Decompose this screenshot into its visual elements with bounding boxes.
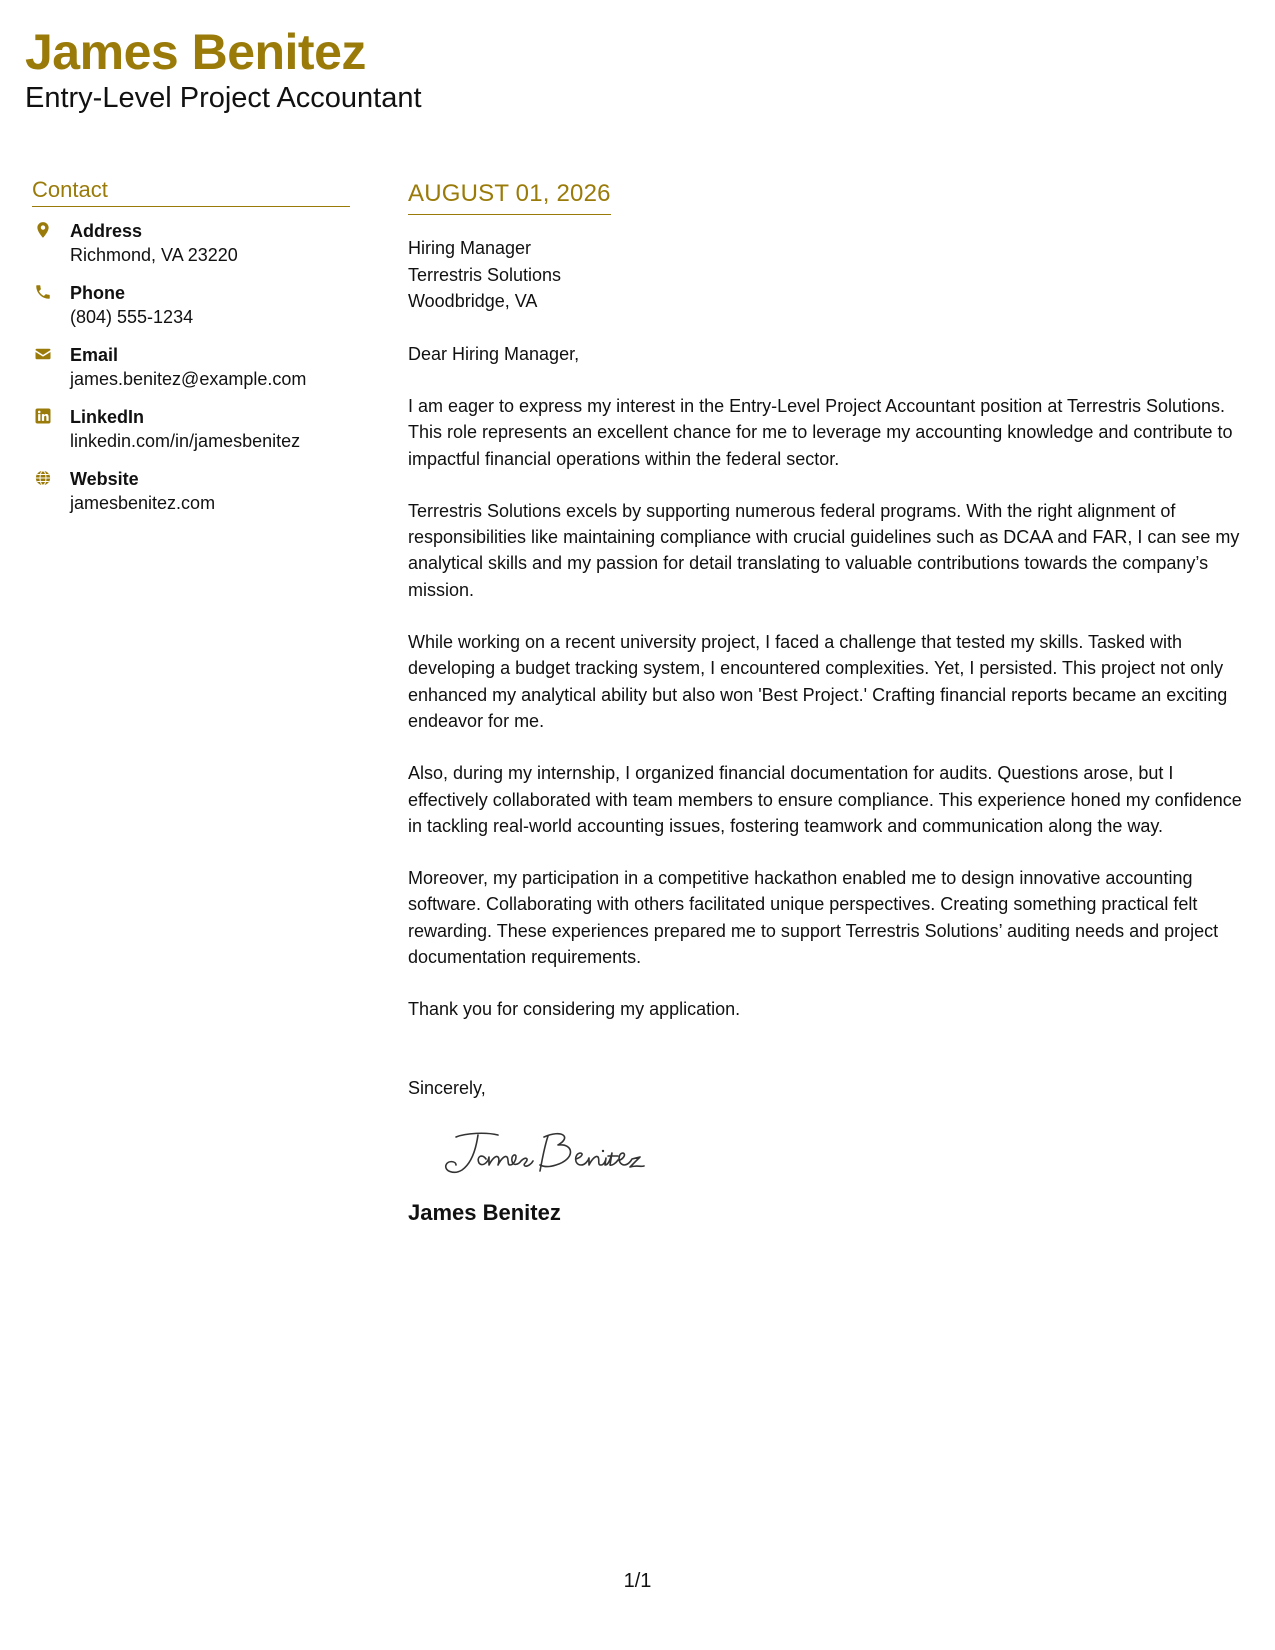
body-paragraph: Terrestris Solutions excels by supporting numerous federal programs. With the right alignment of responsibilities like maintaining compliance with crucial guidelines such as DCAA and FAR, I can see my analytical skills and my passion for detail translating to valuable contributions towards the company’s mission. — [408, 500, 1240, 600]
contact-sidebar — [32, 176, 350, 529]
contact-item-email — [32, 343, 350, 391]
contact-item-phone — [32, 281, 350, 329]
globe-icon — [34, 469, 52, 487]
contact-value-address: Richmond, VA 23220 — [70, 245, 238, 265]
map-pin-icon — [34, 221, 52, 239]
thank-you-paragraph: Thank you for considering my application. — [408, 999, 741, 1020]
body-paragraph: Moreover, my participation in a competitive hackathon enabled me to design innovative accounting software. Collaborating with others facilitated unique perspectives. Creating something practical felt rewarding. These experiences prepared me to support Terrestris Solutions’ auditing needs and project documentation requirements. — [408, 868, 1219, 968]
contact-label-phone: Phone — [70, 283, 126, 303]
contact-label-email: Email — [70, 345, 119, 365]
contact-value-linkedin: linkedin.com/in/jamesbenitez — [70, 431, 301, 451]
phone-icon — [34, 283, 52, 301]
salutation: Dear Hiring Manager, — [408, 343, 580, 364]
recipient-line: Woodbridge, VA — [408, 291, 538, 311]
recipient-line: Hiring Manager — [408, 238, 532, 258]
contact-value-website: jamesbenitez.com — [70, 493, 216, 513]
contact-label-address: Address — [70, 221, 143, 241]
letter-date: AUGUST 01, 2026 — [408, 178, 611, 215]
contact-value-email: james.benitez@example.com — [70, 369, 307, 389]
linkedin-icon — [34, 407, 52, 425]
body-paragraph: While working on a recent university project, I faced a challenge that tested my skills. Tasked with developing a budget tracking system, I encountered complexities. Yet, I persisted. This project not only enhanced my analytical ability but also won 'Best Project.' Crafting financial reports became an exciting endeavor for me. — [408, 632, 1228, 731]
body-paragraph: Also, during my internship, I organized financial documentation for audits. Questions arose, but I effectively collaborated with team members to ensure compliance. This experience honed my confidence in tackling real-world accounting issues, fostering teamwork and communication along the way. — [408, 763, 1242, 836]
applicant-name: James Benitez — [25, 24, 366, 80]
contact-item-address — [32, 219, 350, 267]
contact-label-website: Website — [70, 469, 139, 489]
contact-label-linkedin: LinkedIn — [70, 407, 145, 427]
body-paragraph: I am eager to express my interest in the Entry-Level Project Accountant position at Terrestris Solutions. This role represents an excellent chance for me to leverage my accounting knowledge and contribute to impactful financial operations within the federal sector. — [408, 396, 1233, 469]
contact-item-linkedin — [32, 405, 350, 453]
signer-name: James Benitez — [408, 1200, 561, 1226]
recipient-block — [408, 235, 1248, 315]
envelope-icon — [34, 345, 52, 363]
contact-item-website — [32, 467, 350, 515]
contact-heading: Contact — [32, 176, 350, 207]
applicant-job-title: Entry-Level Project Accountant — [25, 82, 422, 114]
cover-letter — [408, 178, 1248, 1227]
contact-value-phone: (804) 555-1234 — [70, 307, 194, 327]
handwritten-signature — [426, 1123, 656, 1183]
recipient-line: Terrestris Solutions — [408, 264, 562, 285]
closing: Sincerely, — [408, 1077, 486, 1098]
page-number: 1/1 — [623, 1570, 652, 1592]
